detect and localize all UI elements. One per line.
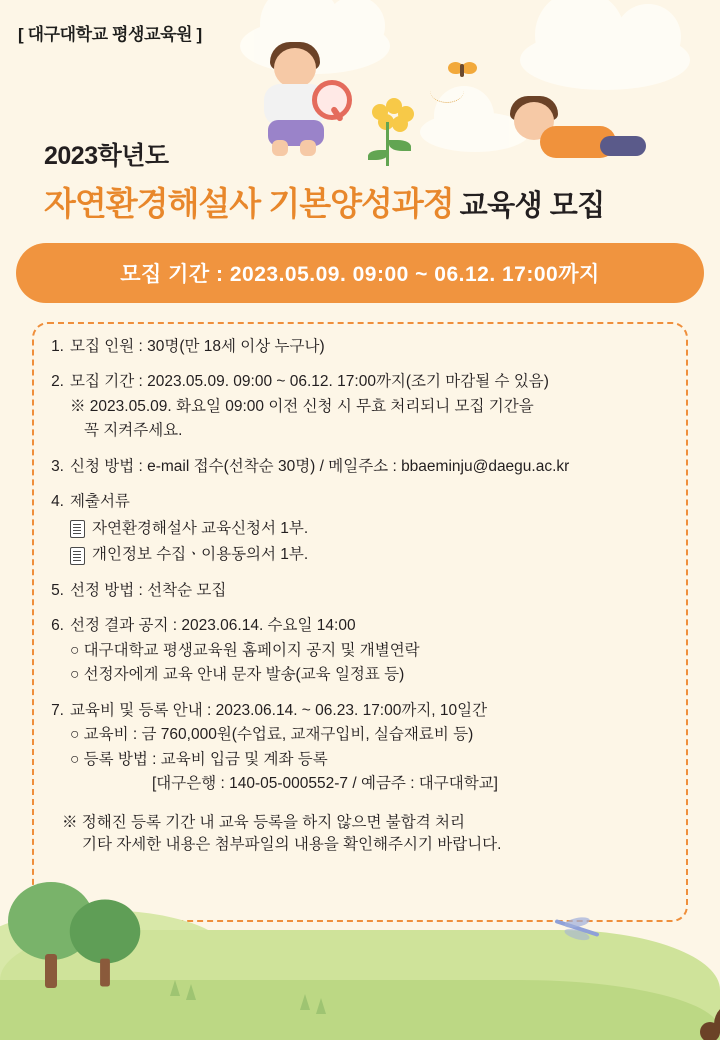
leg-shape xyxy=(272,140,288,156)
document-label: 개인정보 수집ㆍ이용동의서 1부. xyxy=(92,546,309,564)
item-subtext: 꼭 지켜주세요. xyxy=(84,422,183,440)
list-item xyxy=(40,456,690,478)
notice-line: ※ 정해진 등록 기간 내 교육 등록을 하지 않으면 불합격 처리 xyxy=(62,813,465,831)
page-title xyxy=(44,178,605,225)
item-subtext: ○ 선정자에게 교육 안내 문자 발송(교육 일정표 등) xyxy=(70,666,405,684)
item-text: 교육비 및 등록 안내 : 2023.06.14. ~ 06.23. 17:00까지, 10일간 xyxy=(70,701,488,719)
title-year: 2023학년도 xyxy=(44,142,169,170)
item-text: 모집 인원 : 30명(만 18세 이상 누구나) xyxy=(70,338,325,355)
item-text: 선정 방법 : 선착순 모집 xyxy=(70,581,227,599)
item-number: 2. xyxy=(51,373,64,391)
item-number: 6. xyxy=(51,617,64,635)
details-content xyxy=(40,336,690,856)
recruitment-period-banner xyxy=(16,243,704,303)
bank-account-info: [대구은행 : 140-05-000552-7 / 예금주 : 대구대학교] xyxy=(152,775,498,793)
magnifier-icon xyxy=(312,80,352,120)
head-shape xyxy=(274,48,316,88)
item-subtext: ○ 등록 방법 : 교육비 입금 및 계좌 등록 xyxy=(70,750,328,768)
dragonfly-icon xyxy=(554,926,600,930)
cloud-icon xyxy=(520,30,690,90)
document-row xyxy=(70,544,690,566)
item-number: 4. xyxy=(51,493,64,511)
item-text: 모집 기간 : 2023.05.09. 09:00 ~ 06.12. 17:00까지(조기 마감될 수 있음) xyxy=(70,373,549,391)
document-row xyxy=(70,518,690,540)
item-number: 3. xyxy=(51,457,64,475)
grass-icon xyxy=(170,980,180,996)
document-icon xyxy=(70,520,85,538)
list-item xyxy=(40,700,690,796)
grass-icon xyxy=(316,998,326,1014)
organization-label: [ 대구대학교 평생교육원 ] xyxy=(18,25,202,44)
item-text: 신청 방법 : e-mail 접수(선착순 30명) / 메일주소 : bbaeminju@daegu.ac.kr xyxy=(70,457,570,475)
item-number: 1. xyxy=(51,338,64,355)
list-item xyxy=(40,491,690,566)
list-item xyxy=(40,615,690,686)
item-number: 7. xyxy=(51,701,64,719)
grass-icon xyxy=(186,984,196,1000)
tree-icon xyxy=(70,900,141,987)
grass-icon xyxy=(300,994,310,1010)
ground-shape xyxy=(0,980,720,1040)
item-text: 선정 결과 공지 : 2023.06.14. 수요일 14:00 xyxy=(70,617,356,635)
notice-line: 기타 자세한 내용은 첨부파일의 내용을 확인해주시기 바랍니다. xyxy=(82,835,502,853)
butterfly-trail-icon xyxy=(430,78,464,103)
notice-block xyxy=(62,812,690,857)
list-item xyxy=(40,336,690,358)
list-item xyxy=(40,371,690,442)
item-number: 5. xyxy=(51,581,64,599)
item-subtext: ○ 대구대학교 평생교육원 홈페이지 공지 및 개별연락 xyxy=(70,641,420,659)
legs-shape xyxy=(600,136,646,156)
title-subject: 교육생 모집 xyxy=(459,190,605,222)
item-subtext: ○ 교육비 : 금 760,000원(수업료, 교재구입비, 실습재료비 등) xyxy=(70,726,474,744)
document-icon xyxy=(70,547,85,565)
leg-shape xyxy=(300,140,316,156)
recruitment-period-text: 모집 기간 : 2023.05.09. 09:00 ~ 06.12. 17:00까지 xyxy=(120,263,600,286)
item-text: 제출서류 xyxy=(70,493,130,511)
list-item xyxy=(40,580,690,602)
title-course-name: 자연환경해설사 기본양성과정 xyxy=(44,185,454,222)
document-label: 자연환경해설사 교육신청서 1부. xyxy=(92,519,309,537)
item-subtext: ※ 2023.05.09. 화요일 09:00 이전 신청 시 무효 처리되니 모집 기간을 xyxy=(70,397,534,415)
